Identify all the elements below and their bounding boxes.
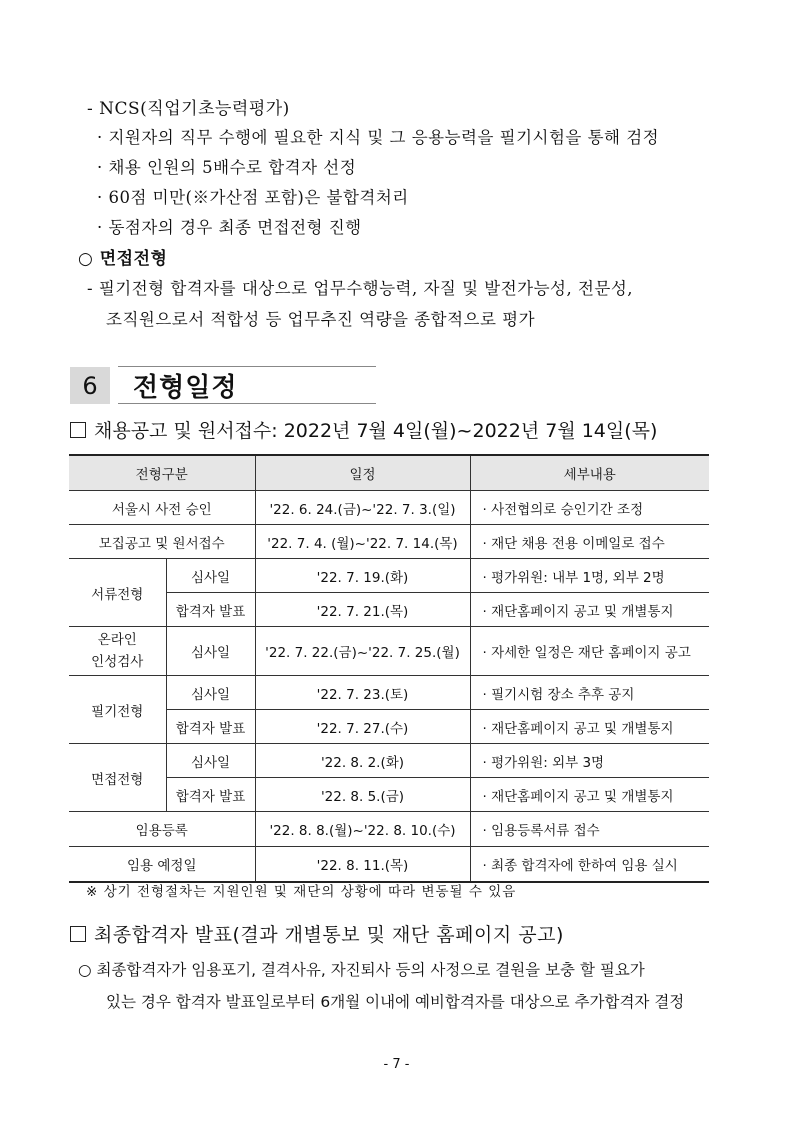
section-title: 전형일정 <box>133 373 238 403</box>
header-date: 일정 <box>255 455 470 491</box>
recruit-notice-text: 채용공고 및 원서접수: 2022년 7월 4일(월)~2022년 7월 14일(목) <box>94 420 658 442</box>
page-number: - 7 - <box>383 1057 410 1072</box>
stage-line: 온라인 <box>97 632 137 648</box>
table-row <box>69 627 709 676</box>
stage-cell: 임용 예정일 <box>69 847 255 883</box>
stage-cell: 서울시 사전 승인 <box>69 491 255 525</box>
date-cell: '22. 8. 11.(목) <box>255 847 470 883</box>
stage-cell: 면접전형 <box>69 744 166 812</box>
table-row <box>69 559 709 593</box>
substage-cell: 심사일 <box>166 676 255 710</box>
date-cell: '22. 7. 4. (월)~'22. 7. 14.(목) <box>255 525 470 559</box>
detail-cell: · 임용등록서류 접수 <box>470 812 709 847</box>
table-row <box>69 812 709 847</box>
section-number: 6 <box>70 367 110 404</box>
table-row <box>69 847 709 883</box>
schedule-table <box>69 454 709 883</box>
detail-cell: · 평가위원: 외부 3명 <box>470 744 709 778</box>
ncs-bullet: · 채용 인원의 5배수로 합격자 선정 <box>97 158 357 177</box>
date-cell: '22. 7. 27.(수) <box>255 710 470 744</box>
ncs-heading: - NCS(직업기초능력평가) <box>87 99 290 119</box>
detail-cell: · 사전협의로 승인기간 조정 <box>470 491 709 525</box>
date-cell: '22. 8. 2.(화) <box>255 744 470 778</box>
ncs-bullet: · 동점자의 경우 최종 면접전형 진행 <box>97 218 362 237</box>
table-row <box>69 491 709 525</box>
substage-cell: 합격자 발표 <box>166 593 255 627</box>
date-cell: '22. 8. 8.(월)~'22. 8. 10.(수) <box>255 812 470 847</box>
date-cell: '22. 7. 21.(목) <box>255 593 470 627</box>
table-header-row <box>69 455 709 491</box>
interview-heading: ○ 면접전형 <box>78 249 168 269</box>
table-row <box>69 676 709 710</box>
detail-cell: · 재단홈페이지 공고 및 개별통지 <box>470 778 709 812</box>
final-heading <box>70 920 564 947</box>
detail-cell: · 최종 합격자에 한하여 임용 실시 <box>470 847 709 883</box>
stage-line: 인성검사 <box>91 654 144 670</box>
recruit-notice <box>70 416 657 443</box>
checkbox-icon <box>70 926 86 942</box>
stage-cell: 서류전형 <box>69 559 166 627</box>
substage-cell: 합격자 발표 <box>166 710 255 744</box>
table-note: ※ 상기 전형절차는 지원인원 및 재단의 상황에 따라 변동될 수 있음 <box>86 884 517 900</box>
header-stage: 전형구분 <box>69 455 255 491</box>
checkbox-icon <box>70 422 86 438</box>
stage-cell: 모집공고 및 원서접수 <box>69 525 255 559</box>
substage-cell: 합격자 발표 <box>166 778 255 812</box>
substage-cell: 심사일 <box>166 627 255 676</box>
substage-cell: 심사일 <box>166 744 255 778</box>
final-heading-text: 최종합격자 발표(결과 개별통보 및 재단 홈페이지 공고) <box>94 924 564 946</box>
ncs-bullet: · 60점 미만(※가산점 포함)은 불합격처리 <box>97 188 409 207</box>
substage-cell: 심사일 <box>166 559 255 593</box>
table-row <box>69 525 709 559</box>
stage-cell: 임용등록 <box>69 812 255 847</box>
date-cell: '22. 8. 5.(금) <box>255 778 470 812</box>
date-cell: '22. 7. 19.(화) <box>255 559 470 593</box>
section-rule-bottom <box>118 403 376 404</box>
detail-cell: · 평가위원: 내부 1명, 외부 2명 <box>470 559 709 593</box>
date-cell: '22. 7. 23.(토) <box>255 676 470 710</box>
date-cell: '22. 6. 24.(금)~'22. 7. 3.(일) <box>255 491 470 525</box>
detail-cell: · 재단 채용 전용 이메일로 접수 <box>470 525 709 559</box>
header-detail: 세부내용 <box>470 455 709 491</box>
detail-cell: · 자세한 일정은 재단 홈페이지 공고 <box>470 627 709 676</box>
final-line1: ○ 최종합격자가 임용포기, 결격사유, 자진퇴사 등의 사정으로 결원을 보충 할 필요가 <box>78 961 645 979</box>
date-cell: '22. 7. 22.(금)~'22. 7. 25.(월) <box>255 627 470 676</box>
ncs-bullet: · 지원자의 직무 수행에 필요한 지식 및 그 응용능력을 필기시험을 통해 검정 <box>97 128 660 147</box>
stage-cell: 필기전형 <box>69 676 166 744</box>
detail-cell: · 필기시험 장소 추후 공지 <box>470 676 709 710</box>
interview-desc-line1: - 필기전형 합격자를 대상으로 업무수행능력, 자질 및 발전가능성, 전문성, <box>87 279 633 298</box>
final-line2: 있는 경우 합격자 발표일로부터 6개월 이내에 예비합격자를 대상으로 추가합격자 결정 <box>106 993 685 1011</box>
detail-cell: · 재단홈페이지 공고 및 개별통지 <box>470 710 709 744</box>
table-row <box>69 744 709 778</box>
interview-desc-line2: 조직원으로서 적합성 등 업무추진 역량을 종합적으로 평가 <box>106 310 536 329</box>
detail-cell: · 재단홈페이지 공고 및 개별통지 <box>470 593 709 627</box>
stage-cell <box>69 627 166 676</box>
